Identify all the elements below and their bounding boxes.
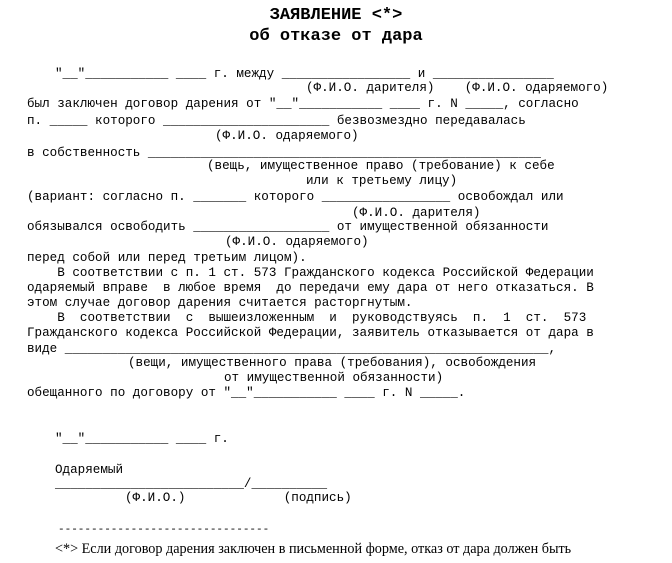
footnote-separator: --------------------------------: [58, 524, 270, 536]
body-line: (вариант: согласно п. _______ которого _________________ освобождал или: [27, 190, 564, 204]
body-line: был заключен договор дарения от "__"___________ ____ г. N _____, согласно: [27, 97, 579, 111]
body-line: обязывался освободить __________________ от имущественной обязанности: [27, 220, 549, 234]
body-line: или к третьему лицу): [306, 174, 458, 188]
body-line: в собственность ____________________________________________________: [27, 146, 541, 160]
signature-line: _________________________/__________: [55, 477, 328, 491]
body-line: Гражданского кодекса Российской Федерации, заявитель отказывается от дара в: [27, 326, 594, 340]
body-line: этом случае договор дарения считается расторгнутым.: [27, 296, 413, 310]
body-line: виде ________________________________________________________________,: [27, 342, 557, 356]
signature-date: "__"___________ ____ г.: [55, 432, 229, 446]
body-line: (Ф.И.О. одаряемого): [225, 235, 369, 249]
body-line: от имущественной обязанности): [224, 371, 444, 385]
body-line: "__"___________ ____ г. между _________________ и ________________: [55, 67, 554, 81]
body-line: (Ф.И.О. дарителя): [352, 206, 481, 220]
body-line: (вещь, имущественное право (требование) к себе: [207, 159, 555, 173]
body-line: В соответствии с вышеизложенным и руководствуясь п. 1 ст. 573: [27, 311, 587, 325]
body-line: п. _____ которого ______________________ безвозмездно передавалась: [27, 114, 526, 128]
body-line: (вещи, имущественного права (требования), освобождения: [128, 356, 537, 370]
body-line: В соответствии с п. 1 ст. 573 Гражданского кодекса Российской Федерации: [27, 266, 594, 280]
body-line: обещанного по договору от "__"___________ ____ г. N _____.: [27, 386, 466, 400]
body-line: (Ф.И.О. дарителя) (Ф.И.О. одаряемого): [306, 81, 609, 95]
body-line: (Ф.И.О. одаряемого): [215, 129, 359, 143]
signature-role-label: Одаряемый: [55, 463, 124, 477]
signature-captions: (Ф.И.О.) (подпись): [125, 491, 352, 505]
body-line: одаряемый вправе в любое время до передачи ему дара от него отказаться. В: [27, 281, 594, 295]
footnote-text: <*> Если договор дарения заключен в письменной форме, отказ от дара должен быть: [55, 541, 572, 557]
document-title-line-1: ЗАЯВЛЕНИЕ <*>: [269, 6, 403, 25]
document-title-line-2: об отказе от дара: [249, 27, 423, 46]
body-line: перед собой или перед третьим лицом).: [27, 251, 307, 265]
